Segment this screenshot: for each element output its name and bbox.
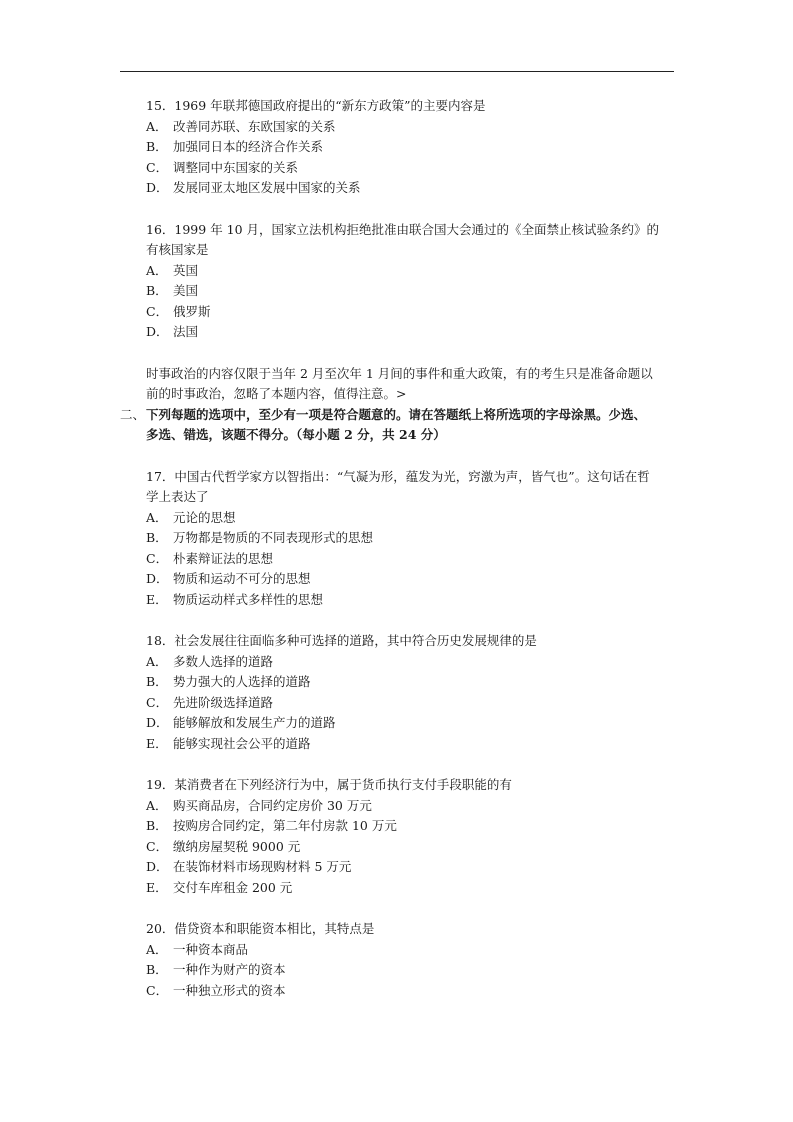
option-d	[146, 178, 676, 199]
question-stem-cont: 有核国家是	[146, 242, 209, 257]
option-text: 改善同苏联、东欧国家的关系	[173, 118, 336, 134]
option-letter: D．	[146, 715, 169, 730]
option-text: 英国	[173, 262, 199, 278]
option-e	[146, 590, 676, 611]
option-c	[146, 549, 676, 570]
option-b	[146, 672, 676, 693]
option-e	[146, 734, 676, 755]
page-content	[120, 96, 676, 1001]
option-text: 加强同日本的经济合作关系	[173, 139, 324, 154]
question-20	[146, 919, 676, 1001]
section-instruction-2: 多选、错选，该题不得分。（每小题 2 分，共 24 分）	[146, 427, 446, 442]
option-letter: B．	[146, 139, 168, 154]
option-a	[146, 117, 676, 138]
question-stem-cont: 学上表达了	[146, 489, 209, 504]
option-text: 元论的思想	[173, 509, 236, 525]
note-line-2: 前的时事政治，忽略了本题内容，值得注意。>	[146, 386, 407, 401]
question-stem: 15．1969 年联邦德国政府提出的“新东方政策”的主要内容是	[146, 98, 486, 113]
option-c	[146, 837, 676, 858]
option-a	[146, 508, 676, 529]
question-stem: 19．某消费者在下列经济行为中，属于货币执行支付手段职能的有	[146, 777, 512, 792]
option-a	[146, 796, 676, 817]
option-text: 一种独立形式的资本	[173, 982, 286, 998]
question-16	[146, 220, 676, 343]
option-text: 美国	[173, 283, 199, 298]
option-text: 势力强大的人选择的道路	[173, 674, 311, 689]
option-letter: D．	[146, 859, 169, 874]
option-d	[146, 713, 676, 734]
option-text: 朴素辩证法的思想	[173, 550, 274, 566]
option-letter: D．	[146, 324, 169, 339]
option-c	[146, 693, 676, 714]
section-number: 二、	[120, 406, 146, 422]
option-e	[146, 878, 676, 899]
option-letter: A．	[146, 653, 168, 669]
option-b	[146, 960, 676, 981]
option-letter: C．	[146, 159, 169, 175]
option-letter: B．	[146, 962, 168, 977]
option-c	[146, 981, 676, 1002]
option-text: 能够实现社会公平的道路	[173, 735, 311, 751]
option-letter: C．	[146, 303, 169, 319]
option-b	[146, 816, 676, 837]
option-letter: C．	[146, 550, 169, 566]
option-a	[146, 652, 676, 673]
question-stem: 20．借贷资本和职能资本相比，其特点是	[146, 921, 375, 936]
option-letter: C．	[146, 838, 169, 854]
option-text: 物质运动样式多样性的思想	[173, 591, 324, 607]
question-stem: 16．1999 年 10 月，国家立法机构拒绝批准由联合国大会通过的《全面禁止核试验条约》的	[146, 221, 660, 237]
header-rule	[120, 71, 674, 72]
option-letter: E．	[146, 591, 168, 607]
option-letter: B．	[146, 674, 168, 689]
option-text: 法国	[173, 324, 199, 339]
option-letter: A．	[146, 797, 168, 813]
question-18	[146, 631, 676, 754]
section-instruction-1: 下列每题的选项中，至少有一项是符合题意的。请在答题纸上将所选项的字母涂黑。少选、	[146, 406, 647, 422]
question-stem: 18．社会发展往往面临多种可选择的道路，其中符合历史发展规律的是	[146, 633, 537, 648]
option-d	[146, 857, 676, 878]
option-text: 发展同亚太地区发展中国家的关系	[173, 180, 361, 195]
option-letter: B．	[146, 530, 168, 545]
option-letter: D．	[146, 571, 169, 586]
option-letter: E．	[146, 735, 168, 751]
option-letter: C．	[146, 982, 169, 998]
question-19	[146, 775, 676, 898]
option-d	[146, 322, 676, 343]
option-letter: A．	[146, 509, 168, 525]
option-letter: A．	[146, 941, 168, 957]
option-c	[146, 302, 676, 323]
option-letter: C．	[146, 694, 169, 710]
option-a	[146, 261, 676, 282]
option-text: 购买商品房，合同约定房价 30 万元	[173, 797, 372, 813]
option-text: 万物都是物质的不同表现形式的思想	[173, 530, 374, 545]
question-15	[146, 96, 676, 199]
option-text: 俄罗斯	[173, 303, 211, 319]
option-text: 物质和运动不可分的思想	[173, 571, 311, 586]
option-letter: A．	[146, 262, 168, 278]
question-17	[146, 467, 676, 611]
option-text: 多数人选择的道路	[173, 653, 274, 669]
option-text: 交付车库租金 200 元	[173, 879, 293, 895]
option-letter: B．	[146, 283, 168, 298]
option-text: 调整同中东国家的关系	[173, 159, 299, 175]
option-text: 一种资本商品	[173, 941, 249, 957]
option-d	[146, 569, 676, 590]
option-c	[146, 158, 676, 179]
option-text: 按购房合同约定，第二年付房款 10 万元	[173, 818, 397, 833]
option-b	[146, 137, 676, 158]
option-b	[146, 528, 676, 549]
option-b	[146, 281, 676, 302]
option-text: 一种作为财产的资本	[173, 962, 286, 977]
option-text: 在装饰材料市场现购材料 5 万元	[173, 859, 352, 874]
section-heading	[120, 405, 676, 446]
option-letter: A．	[146, 118, 168, 134]
option-text: 先进阶级选择道路	[173, 694, 274, 710]
option-letter: B．	[146, 818, 168, 833]
note-line-1: 时事政治的内容仅限于当年 2 月至次年 1 月间的事件和重大政策，有的考生只是准备命题以	[146, 365, 653, 381]
option-a	[146, 940, 676, 961]
option-letter: E．	[146, 879, 168, 895]
option-text: 能够解放和发展生产力的道路	[173, 715, 336, 730]
option-text: 缴纳房屋契税 9000 元	[173, 838, 301, 854]
question-stem: 17．中国古代哲学家方以智指出：“气凝为形，蕴发为光，窍激为声，皆气也”。这句话在哲	[146, 468, 650, 484]
option-letter: D．	[146, 180, 169, 195]
